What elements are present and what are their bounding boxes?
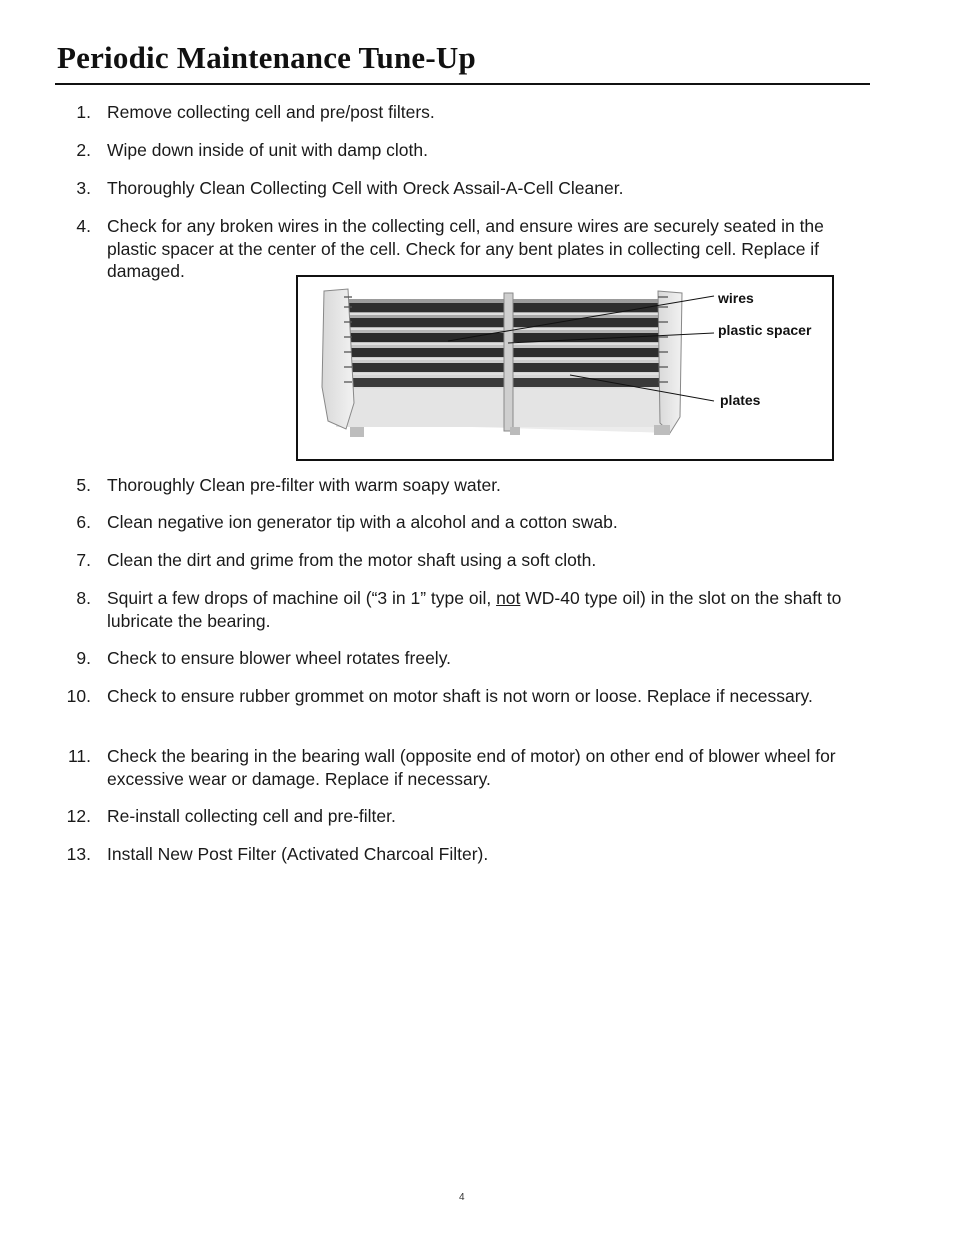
step-text: Check the bearing in the bearing wall (opposite end of motor) on other end of blower wheel for excessive wear or damage. Replace if necessary. (107, 746, 836, 789)
step-text: Remove collecting cell and pre/post filters. (107, 102, 435, 122)
step-text-part: Squirt a few drops of machine oil (“3 in 1” type oil, (107, 588, 497, 608)
step-text: Install New Post Filter (Activated Charcoal Filter). (107, 844, 489, 864)
step-number: 11. (67, 746, 91, 766)
step-text (107, 587, 852, 632)
plastic-spacer-label: plastic spacer (718, 322, 812, 338)
step-text: Thoroughly Clean Collecting Cell with Oreck Assail-A-Cell Cleaner. (107, 178, 624, 198)
step-text: Check to ensure rubber grommet on motor shaft is not worn or loose. Replace if necessary. (107, 686, 813, 706)
step-number: 3. (76, 178, 91, 198)
page-number: 4 (459, 1192, 465, 1203)
step-number: 12. (66, 806, 91, 826)
wires-label: wires (718, 290, 754, 306)
step-number: 9. (76, 648, 91, 668)
step-text: Check to ensure blower wheel rotates freely. (107, 648, 452, 668)
step-number: 7. (76, 550, 91, 570)
step-text-part: WD-40 type oil) in the slot on the shaft to lubricate the bearing. (107, 588, 842, 631)
step-number: 6. (76, 512, 91, 532)
step-number: 2. (76, 140, 91, 160)
step-number: 13. (66, 844, 91, 864)
step-number: 8. (76, 588, 91, 608)
step-text: Wipe down inside of unit with damp cloth. (107, 140, 428, 160)
step-text: Re-install collecting cell and pre-filter. (107, 806, 396, 826)
step-number: 1. (76, 102, 91, 122)
step-text: Clean the dirt and grime from the motor shaft using a soft cloth. (107, 550, 597, 570)
plates-label: plates (720, 392, 761, 408)
step-text-emphasis: not (496, 588, 521, 608)
step-text: Thoroughly Clean pre-filter with warm soapy water. (107, 475, 501, 495)
page-title: Periodic Maintenance Tune-Up (57, 40, 476, 75)
collecting-cell-figure (296, 275, 834, 461)
step-number: 10. (66, 686, 91, 706)
step-text: Check for any broken wires in the collecting cell, and ensure wires are securely seated in the plastic spacer at the center of the cell. Check for any bent plates in collecting cell. Replace if damaged. (107, 216, 824, 281)
title-divider (55, 83, 870, 85)
step-number: 5. (76, 475, 91, 495)
step-text: Clean negative ion generator tip with a alcohol and a cotton swab. (107, 512, 618, 532)
step-number: 4. (76, 216, 91, 236)
